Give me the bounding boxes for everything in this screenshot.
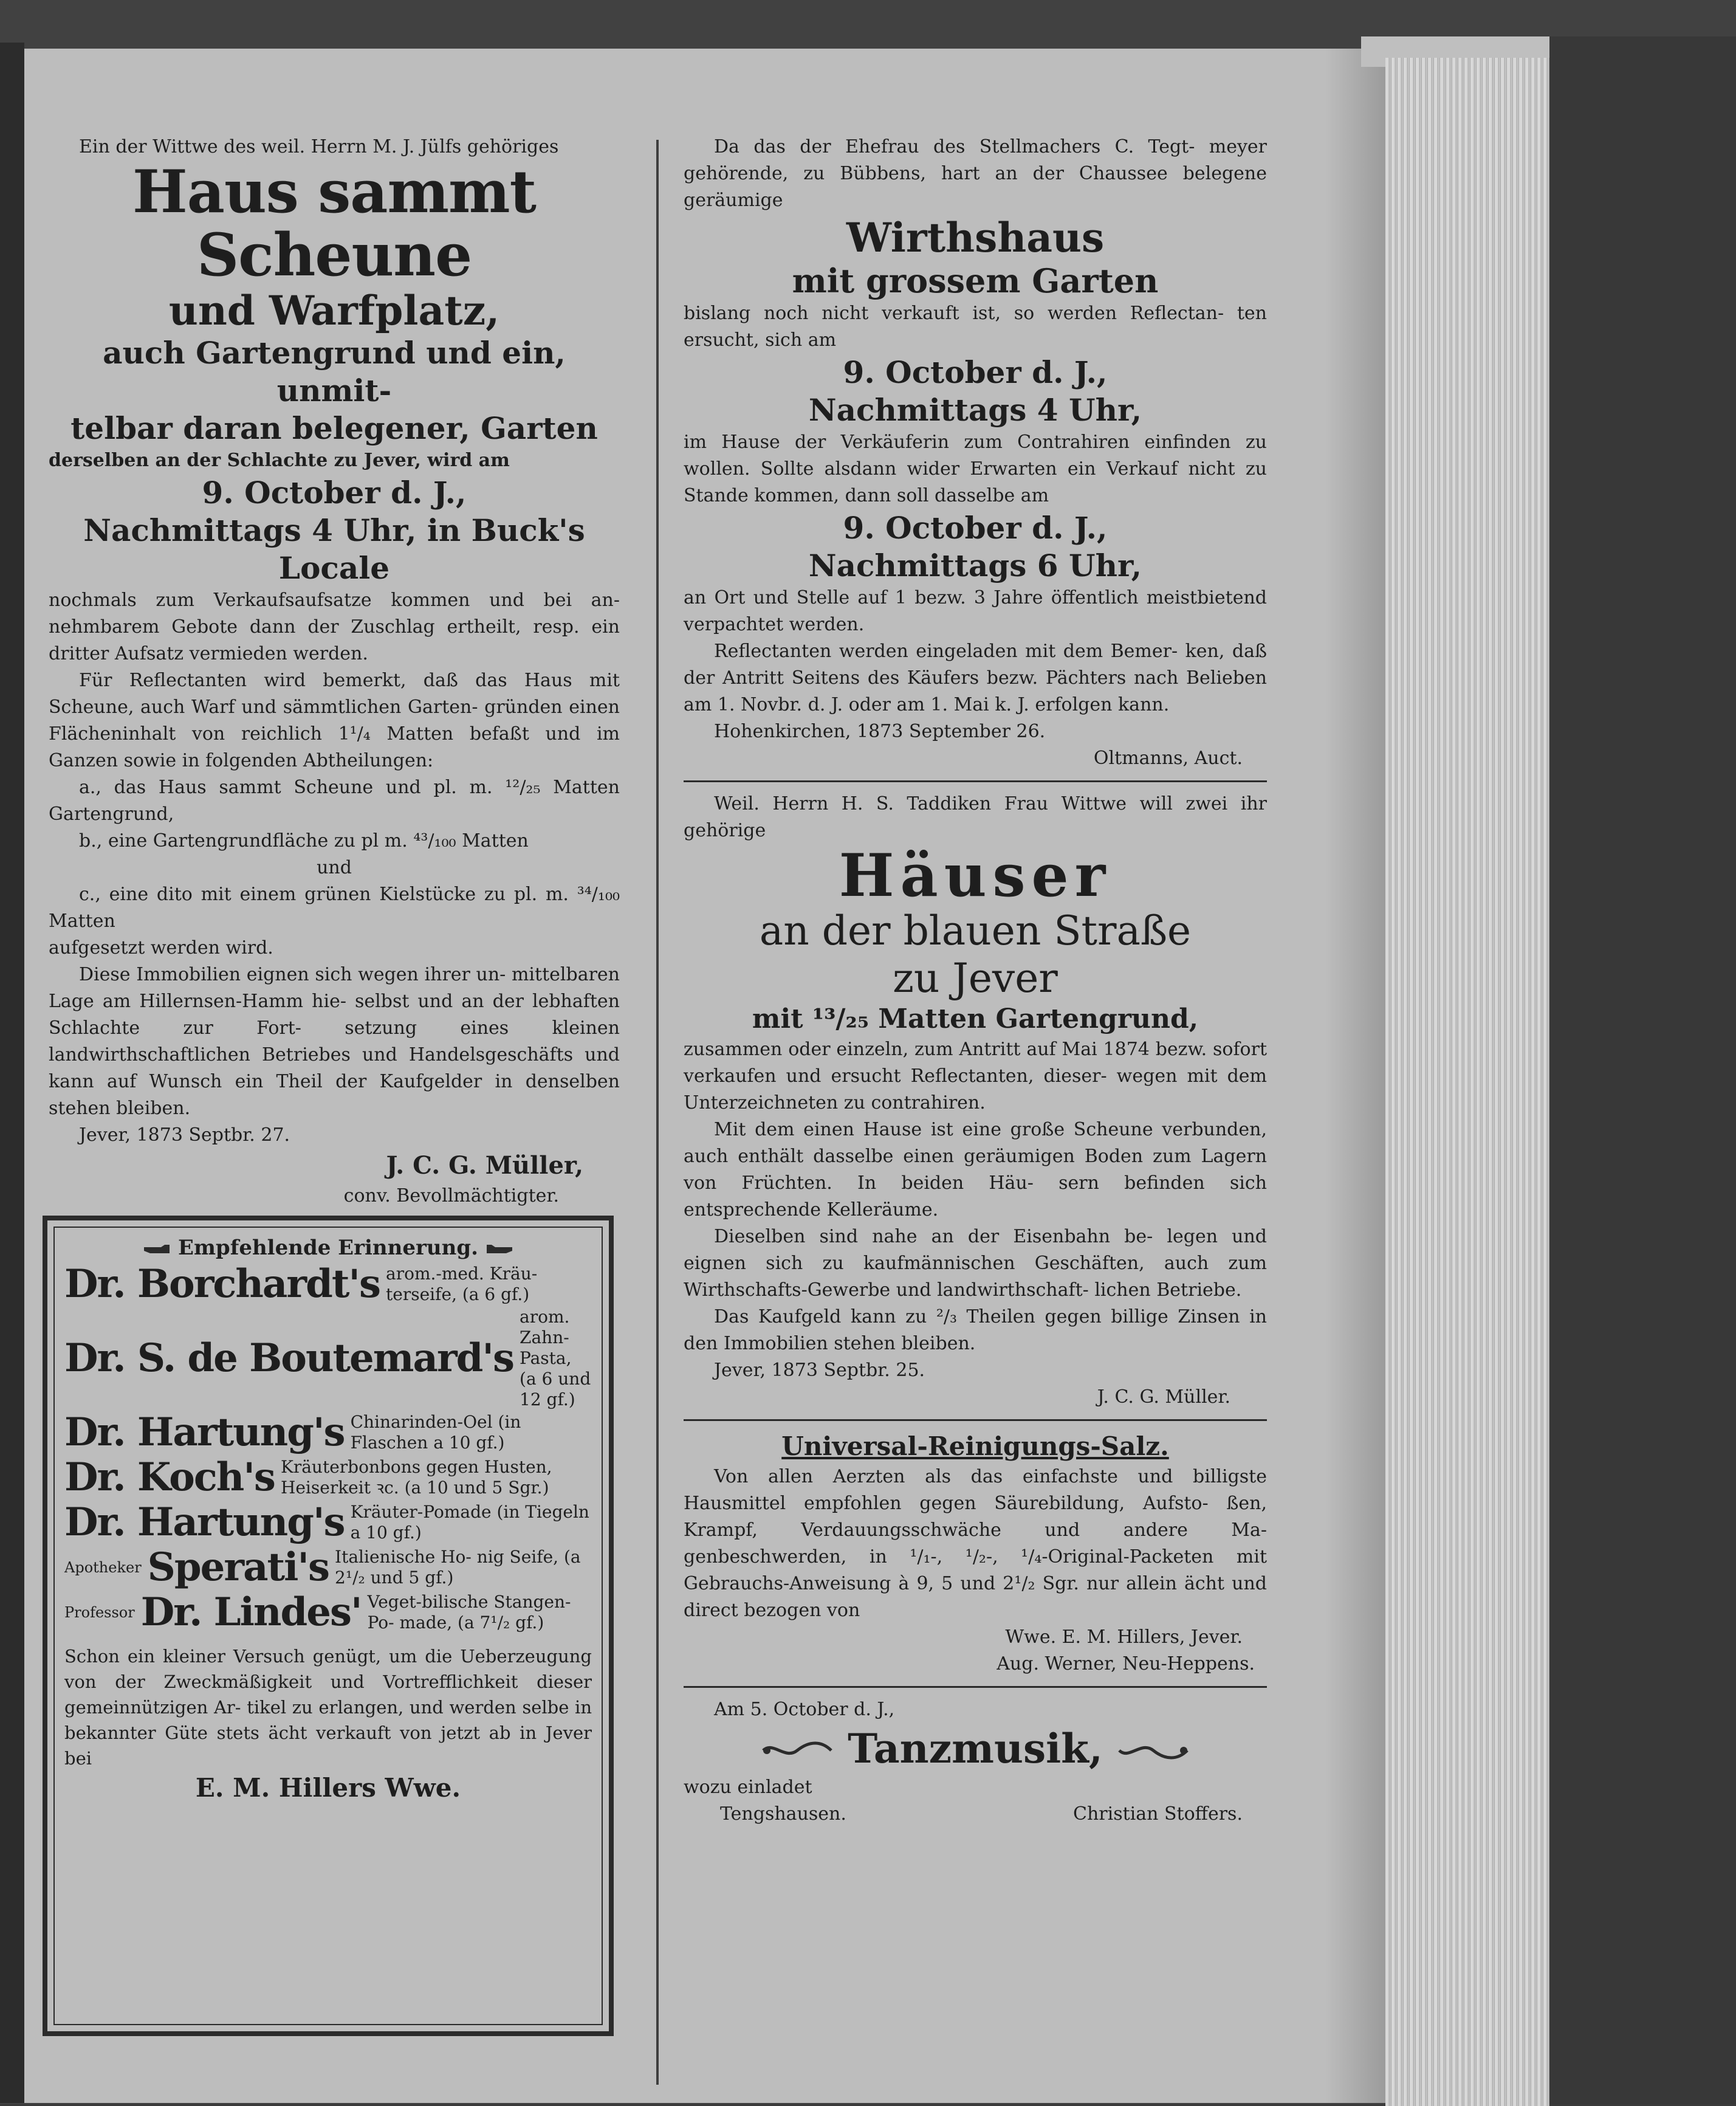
ad2-product-desc: Italienische Ho- nig Seife, (a 2¹/₂ und 5 gf.) xyxy=(335,1547,581,1588)
divider xyxy=(684,1686,1267,1688)
ad6-title-line xyxy=(684,1723,1267,1774)
ad4-para-1: zusammen oder einzeln, zum Antritt auf Mai 1874 bezw. sofort verkaufen und ersucht Reflectanten, dieser- wegen mit dem Unterzeichneten zu contrahiren. xyxy=(684,1039,1267,1113)
ad1-item-c: c., eine dito mit einem grünen Kielstücke zu pl. m. ³⁴/₁₀₀ Matten xyxy=(49,884,620,932)
ad3-dateline: Hohenkirchen, 1873 September 26. xyxy=(714,721,1046,742)
ad2-seller: E. M. Hillers Wwe. xyxy=(195,1773,461,1803)
ad2-product-row xyxy=(64,1545,592,1590)
ad4-signer: J. C. G. Müller. xyxy=(1097,1386,1230,1408)
ad6-intro: Am 5. October d. J., xyxy=(714,1699,895,1720)
page-gutter-shadow xyxy=(1325,49,1385,2103)
ad1-item-b: b., eine Gartengrundfläche zu pl m. ⁴³/₁₀₀ Matten xyxy=(79,830,529,852)
ad4-title-2: an der blauen Straße xyxy=(759,907,1192,954)
ad2-product-desc: Chinarinden-Oel (in Flaschen a 10 gf.) xyxy=(350,1412,521,1453)
ad1-title-1: Haus sammt Scheune xyxy=(132,157,536,289)
ad1-signer: J. C. G. Müller, xyxy=(386,1151,583,1180)
ad3-date-1: 9. October d. J., xyxy=(843,354,1108,390)
ad1-time: Nachmittags 4 Uhr, in Buck's xyxy=(83,512,585,548)
divider xyxy=(684,1419,1267,1421)
ad1-role: conv. Bevollmächtigter. xyxy=(343,1185,559,1206)
ad2-product-name: Dr. Koch's xyxy=(64,1454,275,1500)
ad2-product-desc: Kräuterbonbons gegen Husten, Heiserkeit ꝛc. (a 10 und 5 Sgr.) xyxy=(280,1457,552,1498)
ornament-left-icon xyxy=(761,1738,834,1763)
pointing-hand-icon xyxy=(485,1242,513,1256)
divider xyxy=(684,780,1267,782)
ad1-para-1: nochmals zum Verkaufsaufsatze kommen und bei an- nehmbarem Gebote dann der Zuschlag ertheilt, resp. ein dritter Aufsatz vermieden werden. xyxy=(49,590,620,664)
ad4-para-2: Mit dem einen Hause ist eine große Scheune verbunden, auch enthält dasselbe einen geräumigen Boden zum Lagern von Früchten. In beiden Häu- sern befinden sich entsprechende Kelleräume. xyxy=(684,1119,1267,1220)
ad2-header-text: Empfehlende Erinnerung. xyxy=(178,1236,478,1260)
ad2-product-row xyxy=(64,1500,592,1545)
ad2-product-name: Dr. S. de Boutemard's xyxy=(64,1335,514,1381)
ad1-sub-2: telbar daran belegener, Garten xyxy=(70,410,598,446)
ad5-seller-1: Wwe. E. M. Hillers, Jever. xyxy=(1005,1626,1243,1648)
ad2-product-desc: Veget-bilische Stangen-Po- made, (a 7¹/₂ gf.) xyxy=(367,1592,571,1633)
ad3-para-3: an Ort und Stelle auf 1 bezw. 3 Jahre öffentlich meistbietend verpachtet werden. xyxy=(684,587,1267,635)
ad2-product-desc: Kräuter-Pomade (in Tiegeln a 10 gf.) xyxy=(350,1502,589,1543)
ad4-title-3: zu Jever xyxy=(893,955,1058,1002)
ad4-title-1: Häuser xyxy=(839,841,1112,910)
ad2-product-name: Dr. Lindes' xyxy=(140,1589,362,1635)
ad5-para-1: Von allen Aerzten als das einfachste und billigste Hausmittel empfohlen gegen Säurebildung, Aufsto- ßen, Krampf, Verdauungsschwäche und andere Ma- genbeschwerden, in ¹/₁-, ¹/₂-, ¹/₄-Original-Packeten mit Gebrauchs-Anweisung à 9, 5 und 2¹/₂ Sgr. nur allein ächt und direct bezogen von xyxy=(684,1466,1267,1621)
ad5-title: Universal-Reinigungs-Salz. xyxy=(781,1431,1169,1461)
ad2-header xyxy=(64,1234,592,1262)
ad3-time-2: Nachmittags 6 Uhr, xyxy=(808,548,1142,583)
ad5-seller-2: Aug. Werner, Neu-Heppens. xyxy=(997,1653,1255,1674)
left-page-edge xyxy=(0,43,24,2103)
ad4-dateline: Jever, 1873 Septbr. 25. xyxy=(714,1360,925,1381)
ad3-time-1: Nachmittags 4 Uhr, xyxy=(808,392,1142,428)
ad2-body: Schon ein kleiner Versuch genügt, um die Ueberzeugung von der Zweckmäßigkeit und Vortrefflichkeit dieser gemeinnützigen Ar- tikel zu erlangen, und werden selbe in bekannter Güte stets ächt verkauft von jetzt ab in Jever bei xyxy=(64,1646,592,1769)
ad3-intro: Da das der Ehefrau des Stellmachers C. Tegt- meyer gehörende, zu Bübbens, hart an der Chaussee belegene geräumige xyxy=(684,136,1267,211)
pharmacy-ad-inner-frame xyxy=(53,1227,603,2025)
ad2-product-row xyxy=(64,1410,592,1455)
ad2-product-row xyxy=(64,1262,592,1307)
pointing-hand-icon xyxy=(143,1242,171,1256)
ad1-und: und xyxy=(317,857,352,878)
ad1-para-4: Diese Immobilien eignen sich wegen ihrer un- mittelbaren Lage am Hillernsen-Hamm hie- selbst und an der lebhaften Schlachte zur Fort- setzung eines kleinen landwirthschaftlichen Betriebes und Handelsgeschäfts und kann auf Wunsch ein Theil der Kaufgelder in denselben stehen bleiben. xyxy=(49,964,620,1119)
right-column xyxy=(684,134,1267,1828)
ad2-product-desc: arom. Zahn- Pasta, (a 6 und 12 gf.) xyxy=(520,1307,591,1409)
column-rule xyxy=(656,140,659,2085)
ad4-title-4: mit ¹³/₂₅ Matten Gartengrund, xyxy=(752,1003,1199,1034)
ad6-title: Tanzmusik, xyxy=(848,1725,1103,1772)
left-column xyxy=(49,134,620,1210)
ad3-title-1: Wirthshaus xyxy=(846,214,1105,261)
ad4-para-3: Dieselben sind nahe an der Eisenbahn be- legen und eignen sich zu kaufmännischen Geschäften, auch zum Wirthschafts-Gewerbe und landwirthschaft- lichen Betriebe. xyxy=(684,1226,1267,1301)
ad3-title-2: mit grossem Garten xyxy=(792,261,1159,300)
ad2-product-name: Dr. Hartung's xyxy=(64,1409,345,1455)
ad6-footer xyxy=(684,1801,1267,1828)
ad1-intro: Ein der Wittwe des weil. Herrn M. J. Jülfs gehöriges xyxy=(79,136,559,157)
ad2-product-name: Dr. Borchardt's xyxy=(64,1261,380,1307)
ad1-date: 9. October d. J., xyxy=(202,475,467,511)
ad1-title-2: und Warfplatz, xyxy=(168,287,500,334)
book-page-stack xyxy=(1385,58,1549,2106)
ad6-invite: wozu einladet xyxy=(684,1777,812,1798)
ad1-sub-1: auch Gartengrund und ein, unmit- xyxy=(103,335,566,408)
book-cover xyxy=(1549,36,1736,2104)
ad1-dateline: Jever, 1873 Septbr. 27. xyxy=(79,1124,290,1146)
ad6-host: Christian Stoffers. xyxy=(1072,1803,1243,1825)
ad3-date-2: 9. October d. J., xyxy=(843,510,1108,546)
ad2-product-name: Sperati's xyxy=(147,1544,329,1590)
ad4-intro: Weil. Herrn H. S. Taddiken Frau Wittwe will zwei ihr gehörige xyxy=(684,793,1267,841)
ad2-product-prefix: Professor xyxy=(64,1604,135,1621)
ad1-para-3: aufgesetzt werden wird. xyxy=(49,937,273,958)
ad1-para-2: Für Reflectanten wird bemerkt, daß das Haus mit Scheune, auch Warf und sämmtlichen Garten- gründen einen Flächeninhalt von reichlich 1¹/₄ Matten befaßt und im Ganzen sowie in folgenden Abtheilungen: xyxy=(49,670,620,771)
ad2-product-prefix: Apotheker xyxy=(64,1559,142,1576)
pharmacy-ad-box xyxy=(43,1216,614,2036)
ad2-product-row xyxy=(64,1307,592,1410)
ad3-para-4: Reflectanten werden eingeladen mit dem Bemer- ken, daß der Antritt Seitens des Käufers bezw. Pächters nach Belieben am 1. Novbr. d. J. oder am 1. Mai k. J. erfolgen kann. xyxy=(684,641,1267,715)
ad3-signer: Oltmanns, Auct. xyxy=(1093,748,1243,769)
ad3-para-1: bislang noch nicht verkauft ist, so werden Reflectan- ten ersucht, sich am xyxy=(684,303,1267,351)
ad2-product-name: Dr. Hartung's xyxy=(64,1499,345,1545)
ornament-right-icon xyxy=(1117,1738,1190,1763)
ad6-place: Tengshausen. xyxy=(720,1803,846,1825)
ad1-locale: Locale xyxy=(278,550,390,586)
ad2-product-row xyxy=(64,1455,592,1500)
ad2-product-row xyxy=(64,1590,592,1635)
ad1-place: derselben an der Schlachte zu Jever, wird am xyxy=(49,450,510,471)
ad4-para-4: Das Kaufgeld kann zu ²/₃ Theilen gegen billige Zinsen in den Immobilien stehen bleiben. xyxy=(684,1306,1267,1354)
ad1-item-a: a., das Haus sammt Scheune und pl. m. ¹²/₂₅ Matten Gartengrund, xyxy=(49,777,620,825)
ad2-product-list xyxy=(64,1262,592,1635)
ad2-product-desc: arom.-med. Kräu- terseife, (a 6 gf.) xyxy=(386,1264,538,1304)
ad3-para-2: im Hause der Verkäuferin zum Contrahiren einfinden zu wollen. Sollte alsdann wider Erwarten ein Verkauf nicht zu Stande kommen, dann soll dasselbe am xyxy=(684,432,1267,506)
